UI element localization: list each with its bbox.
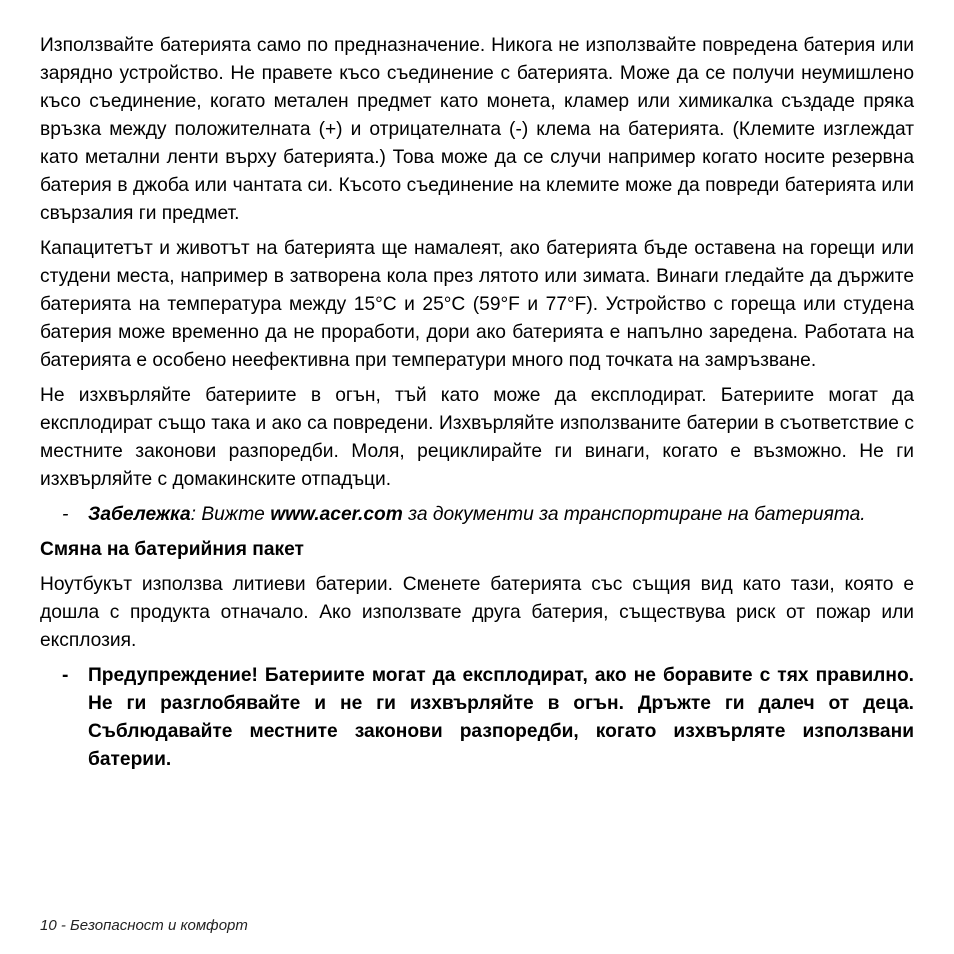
paragraph-battery-usage: Използвайте батерията само по предназначение. Никога не използвайте повредена батерия или зарядно устройство. Не правете късо съединение с батерията. Може да се получи неумишлено късо съединение, когато метален предмет като монета, кламер или химикалка създаде пряка връзка между положителната (+) и отрицателната (-) клема на батерията. (Клемите изглеждат като метални ленти върху батерията.) Това може да се случи например когато носите резервна батерия в джоба или чантата си. Късото съединение на клемите може да повреди батерията или свързалия ги предмет. [40,35,914,224]
note-link[interactable]: www.acer.com [270,504,403,525]
note-dash: - [62,504,69,525]
page-body [40,32,914,781]
warning-text: Предупреждение! Батериите могат да експлодират, ако не боравите с тях правилно. Не ги разглобявайте и не ги изхвърляйте в огън. Дръжте ги далеч от деца. Съблюдавайте местните законови разпоредби, когато изхвърляте използвани батерии. [88,665,914,770]
paragraph-replacement: Ноутбукът използва литиеви батерии. Сменете батерията със същия вид като тази, която е дошла с продукта отначало. Ако използвате друга батерия, съществува риск от пожар или експлозия. [40,574,914,651]
warning-item [40,662,914,774]
section-heading: Смяна на батерийния пакет [40,539,304,560]
note-colon: : Вижте [190,504,271,525]
note-item [40,501,914,529]
paragraph-battery-temperature: Капацитетът и животът на батерията ще намалеят, ако батерията бъде оставена на горещи или студени места, например в затворена кола през лятото или зимата. Винаги гледайте да държите батерията на температура между 15°C и 25°C (59°F и 77°F). Устройство с гореща или студена батерия може временно да не проработи, дори ако батерията е напълно заредена. Работата на батерията е особено неефективна при температури много под точката на замръзване. [40,238,914,371]
paragraph-battery-disposal: Не изхвърляйте батериите в огън, тъй като може да експлодират. Батериите могат да експлодират също така и ако са повредени. Изхвърляйте използваните батерии в съответствие с местните законови разпоредби. Моля, рециклирайте ги винаги, когато е възможно. Не ги изхвърляйте с домакинските отпадъци. [40,385,914,490]
note-label: Забележка [88,504,191,525]
page-footer: 10 - Безопасност и комфорт [40,917,248,934]
note-text: за документи за транспортиране на батерията. [402,504,866,525]
warning-dash: - [62,665,69,686]
